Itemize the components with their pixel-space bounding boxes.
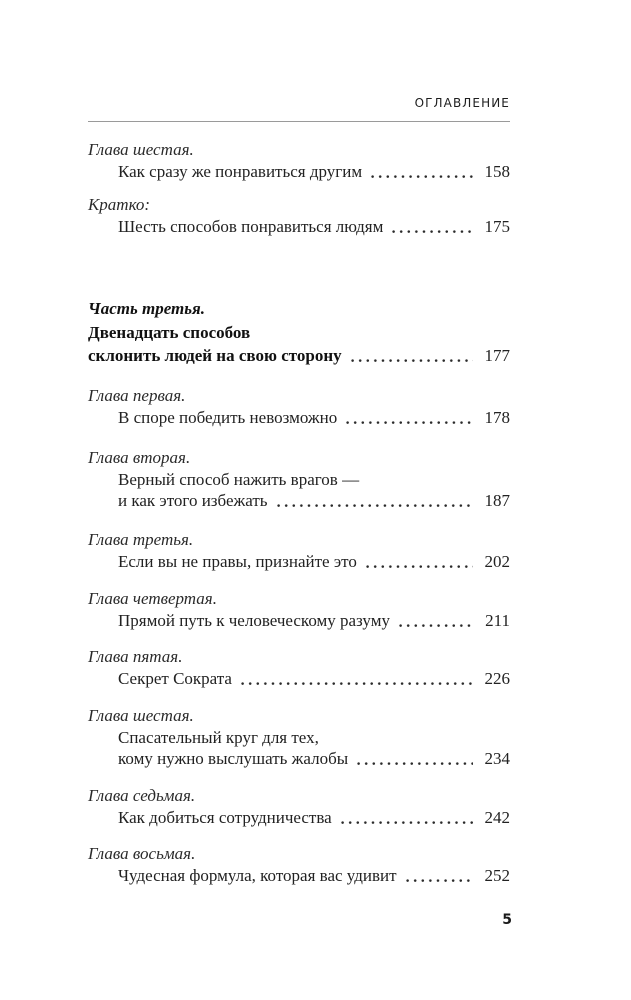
toc-entry-title-line: [88, 490, 510, 512]
page-folio: 5: [502, 912, 512, 928]
toc-entry: [88, 447, 510, 512]
toc-entry-label: Глава шестая.: [88, 140, 194, 159]
toc-entry-title-line: [88, 668, 510, 690]
toc-entry-title: и как этого избежать: [118, 491, 268, 510]
toc-entry-label: Кратко:: [88, 195, 151, 214]
toc-entry-title-line: [88, 727, 510, 749]
toc-entry-label: Глава первая.: [88, 386, 186, 405]
toc-part-title: Двенадцать способов: [88, 322, 251, 342]
toc-page-number: 187: [484, 491, 510, 510]
toc-entry-label: Глава седьмая.: [88, 786, 196, 805]
toc-entry-title: Чудесная формула, которая вас удивит: [118, 865, 397, 885]
toc-entry-title-line: [88, 216, 510, 238]
dot-leader: [241, 668, 473, 690]
toc-entry-title: Прямой путь к человеческому разуму: [118, 610, 390, 630]
toc-entry: [88, 194, 510, 237]
toc-part-label: Часть третья.: [88, 299, 206, 318]
toc-entry: [88, 588, 510, 631]
toc-entry-title: Верный способ нажить врагов —: [118, 469, 360, 489]
toc-part-title: склонить людей на свою сторону: [88, 346, 342, 365]
toc-entry: [88, 385, 510, 428]
toc-entry-title: Как добиться сотрудничества: [118, 807, 332, 827]
toc-entry-label: Глава пятая.: [88, 647, 183, 666]
toc-entry: [88, 646, 510, 689]
dot-leader: [392, 216, 472, 238]
toc-entry: [88, 705, 510, 770]
dot-leader: [357, 748, 472, 770]
toc-page-number: 211: [485, 610, 510, 630]
toc-page-number: 178: [484, 407, 510, 427]
toc-entry-title-line: [88, 865, 510, 887]
toc-entry-label: Глава восьмая.: [88, 844, 196, 863]
toc-entry-title-line: [88, 407, 510, 429]
toc-page-number: 242: [484, 807, 510, 827]
header-divider: [88, 121, 510, 122]
toc-page-number: 202: [484, 551, 510, 571]
dot-leader: [351, 344, 473, 368]
toc-entry-label: Глава четвертая.: [88, 589, 217, 608]
toc-page-number: 177: [484, 346, 510, 365]
toc-part-title-line: [88, 321, 510, 345]
toc-page-number: 234: [484, 749, 510, 768]
dot-leader: [277, 490, 473, 512]
toc-entry: [88, 785, 510, 828]
toc-entry-title: кому нужно выслушать жалобы: [118, 749, 349, 768]
toc-entry-title-line: [88, 807, 510, 829]
toc-entry-title: Если вы не правы, признайте это: [118, 551, 357, 571]
toc-entry-title-line: [88, 748, 510, 770]
toc-entry-title-line: [88, 469, 510, 491]
toc-entry: [88, 529, 510, 572]
toc-entry-title: Как сразу же понравиться другим: [118, 161, 363, 181]
toc-entry: [88, 139, 510, 182]
toc-entry-title-line: [88, 161, 510, 183]
toc-part-heading: [88, 297, 510, 368]
toc-page-number: 252: [484, 865, 510, 885]
dot-leader: [346, 407, 472, 429]
running-head-title: ОГЛАВЛЕНИЕ: [414, 96, 510, 110]
toc-entry-title: В споре победить невозможно: [118, 407, 338, 427]
toc-entry-label: Глава шестая.: [88, 706, 194, 725]
dot-leader: [366, 551, 473, 573]
toc-entry-title: Спасательный круг для тех,: [118, 727, 319, 747]
toc-entry-label: Глава третья.: [88, 530, 194, 549]
toc-page-number: 226: [484, 668, 510, 688]
toc-entry-title-line: [88, 610, 510, 632]
dot-leader: [399, 610, 473, 632]
toc-part-title-line: [88, 344, 510, 368]
toc-entry-label: Глава вторая.: [88, 448, 191, 467]
toc-page-number: 175: [484, 216, 510, 236]
dot-leader: [406, 865, 473, 887]
dot-leader: [341, 807, 473, 829]
toc-entry-title-line: [88, 551, 510, 573]
toc-entry-title: Шесть способов понравиться людям: [118, 216, 384, 236]
toc-entry-title: Секрет Сократа: [118, 668, 232, 688]
dot-leader: [371, 161, 472, 183]
toc-page-number: 158: [484, 161, 510, 181]
toc-entry: [88, 843, 510, 886]
